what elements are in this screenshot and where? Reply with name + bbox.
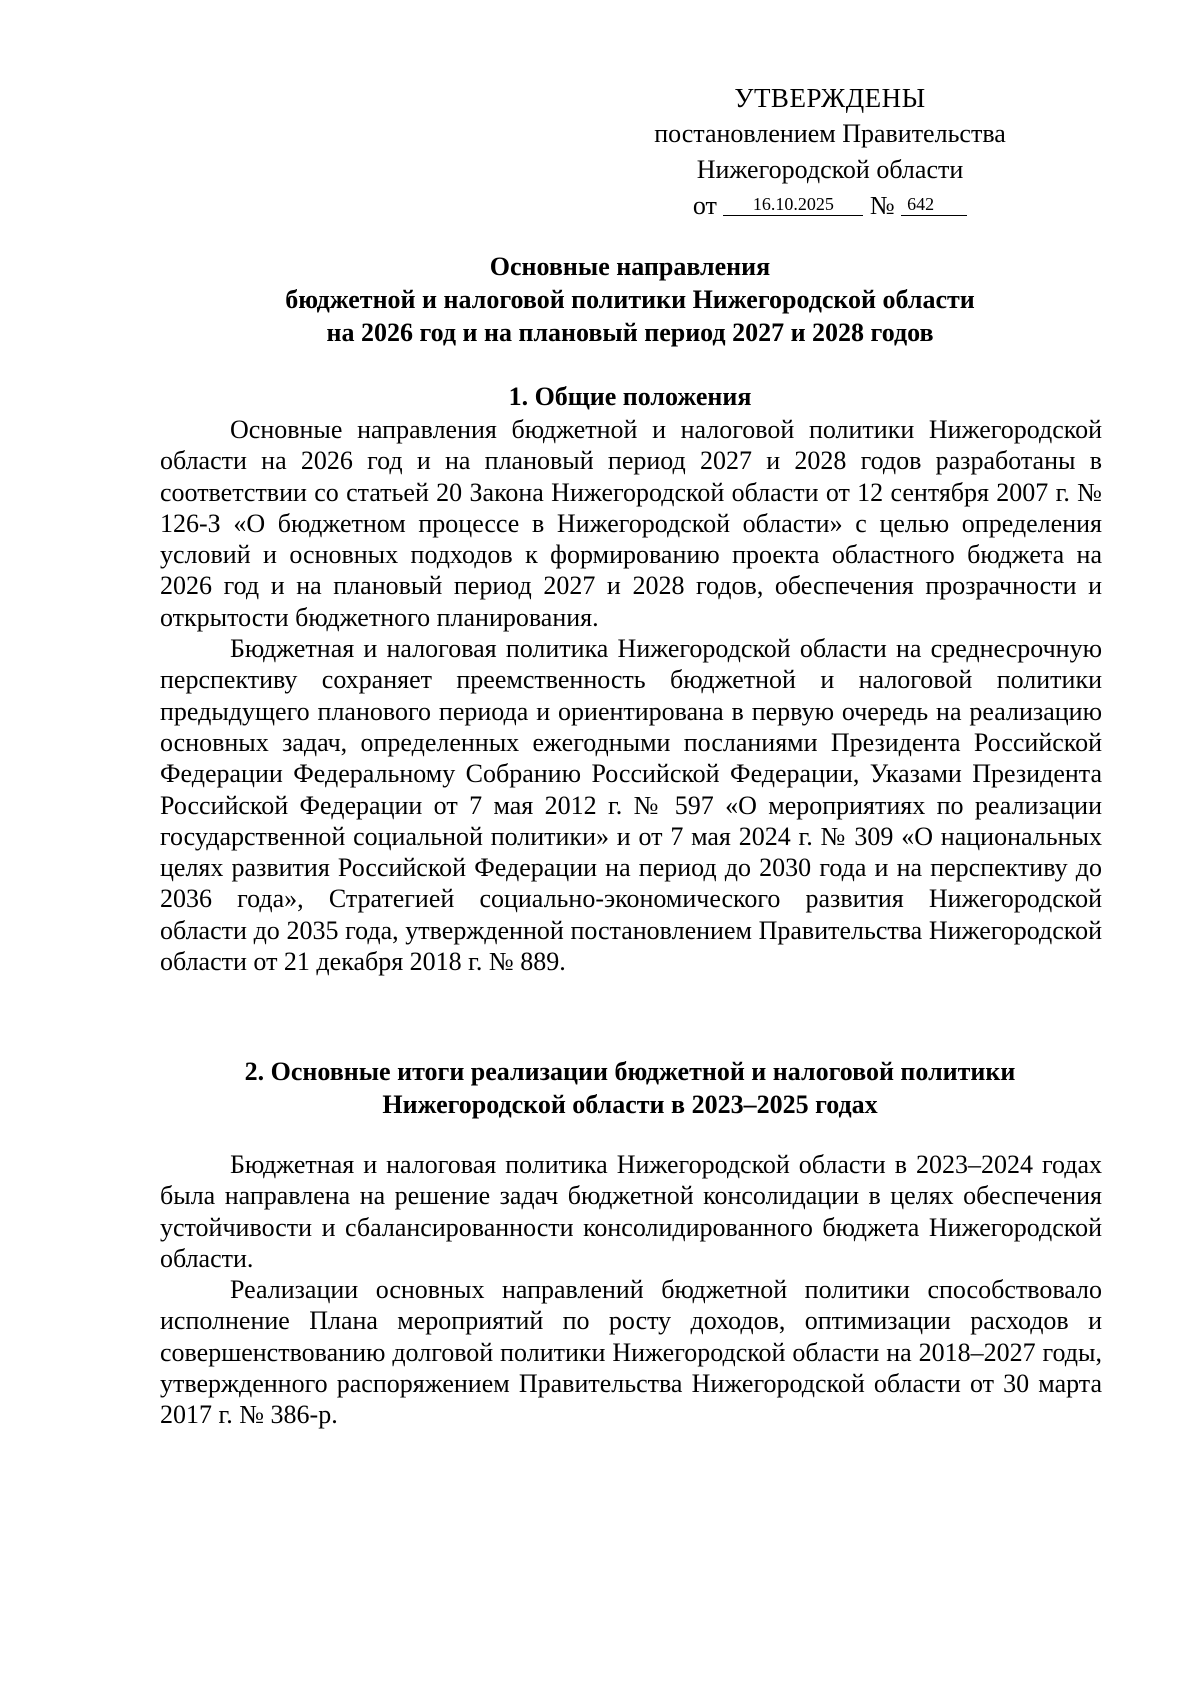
- approved-label: УТВЕРЖДЕНЫ: [734, 83, 926, 113]
- decree-date-line: [630, 188, 1030, 224]
- approval-stamp: [630, 80, 1030, 224]
- section-2-heading-line-2: Нижегородской области в 2023–2025 годах: [382, 1090, 878, 1119]
- from-label: от: [692, 191, 717, 220]
- section-2-paragraph-1: Бюджетная и налоговая политика Нижегородской области в 2023–2024 годах была направлена на решение задач бюджетной консолидации в целях обеспечения устойчивости и сбалансированности консолидированного бюджета Нижегородской области.: [160, 1150, 1102, 1273]
- approved-by-decree: постановлением Правительства: [654, 119, 1006, 148]
- decree-date: 16.10.2025: [723, 193, 863, 216]
- number-label: №: [869, 191, 895, 220]
- section-1-body: [160, 414, 1102, 977]
- approved-region: Нижегородской области: [696, 155, 964, 184]
- section-1-paragraph-1: Основные направления бюджетной и налоговой политики Нижегородской области на 2026 год и на плановый период 2027 и 2028 годов разработаны в соответствии со статьей 20 Закона Нижегородской области от 12 сентября 2007 г. № 126-З «О бюджетном процессе в Нижегородской области» с целью определения условий и основных подходов к формированию проекта областного бюджета на 2026 год и на плановый период 2027 и 2028 годов, обеспечения прозрачности и открытости бюджетного планирования.: [160, 415, 1102, 632]
- section-2-heading: [160, 1055, 1100, 1121]
- section-2-paragraph-2: Реализации основных направлений бюджетной политики способствовало исполнение Плана мероприятий по росту доходов, оптимизации расходов и совершенствованию долговой политики Нижегородской области на 2018–2027 годы, утвержденного распоряжением Правительства Нижегородской области от 30 марта 2017 г. № 386-р.: [160, 1275, 1102, 1430]
- decree-number: 642: [901, 193, 967, 216]
- document-title: [160, 250, 1100, 349]
- title-line-1: Основные направления: [489, 252, 771, 281]
- title-line-2: бюджетной и налоговой политики Нижегородской области: [285, 285, 975, 314]
- title-line-3: на 2026 год и на плановый период 2027 и 2028 годов: [326, 318, 934, 347]
- section-1-paragraph-2: Бюджетная и налоговая политика Нижегородской области на среднесрочную перспективу сохраняет преемственность бюджетной и налоговой политики предыдущего планового периода и ориентирована в первую очередь на реализацию основных задач, определенных ежегодными посланиями Президента Российской Федерации Федеральному Собранию Российской Федерации, Указами Президента Российской Федерации от 7 мая 2012 г. № 597 «О мероприятиях по реализации государственной социальной политики» и от 7 мая 2024 г. № 309 «О национальных целях развития Российской Федерации на период до 2030 года и на перспективу до 2036 года», Стратегией социально-экономического развития Нижегородской области до 2035 года, утвержденной постановлением Правительства Нижегородской области от 21 декабря 2018 г. № 889.: [160, 634, 1102, 977]
- section-1-heading: 1. Общие положения: [508, 382, 752, 411]
- section-2-heading-line-1: 2. Основные итоги реализации бюджетной и налоговой политики: [244, 1057, 1016, 1086]
- section-2-body: [160, 1149, 1102, 1431]
